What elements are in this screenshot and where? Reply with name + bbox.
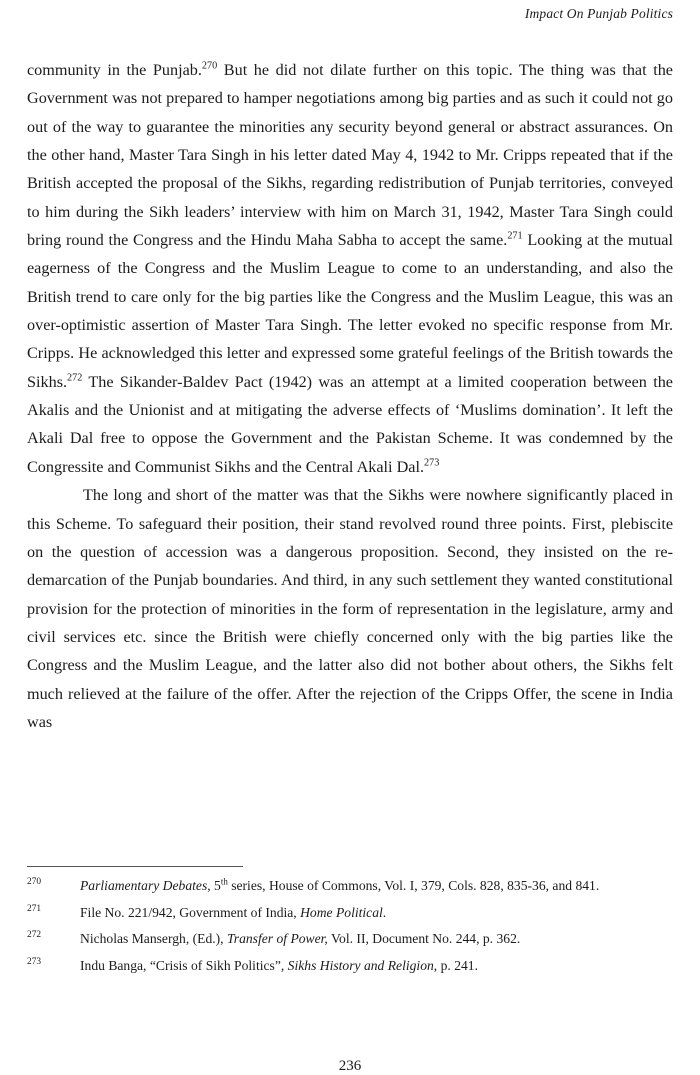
footnote-area: [27, 866, 673, 982]
footnote-reference-273[interactable]: 273: [424, 457, 440, 469]
footnote-270: [27, 876, 673, 896]
footnote-273: [27, 956, 673, 976]
italic-run: Sikhs History and Religion: [287, 957, 434, 973]
footnote-number-272: 272: [27, 930, 42, 940]
paragraph-1: community in the Punjab.$^{270}$ But he did not dilate further on this topic. The thing was that the Government was not prepared to hamper negotiations among big parties and as such it could not go out of the way to guarantee the minorities any security beyond general or abstract assurances. On the other hand, Master Tara Singh in his letter dated May 4, 1942 to Mr. Cripps repeated that if the British accepted the proposal of the Sikhs, regarding redistribution of Punjab territories, conveyed to him during the Sikh leaders’ interview with him on March 31, 1942, Master Tara Singh could bring round the Congress and the Hindu Maha Sabha to accept the same.$^{271}$ Looking at the mutual eagerness of the Congress and the Muslim League to come to an understanding, and also the British trend to care only for the big parties like the Congress and the Muslim League, this was an over-optimistic assertion of Master Tara Singh. The letter evoked no specific response from Mr. Cripps. He acknowledged this letter and expressed some grateful feelings of the British towards the Sikhs.$^{272}$ The Sikander-Baldev Pact (1942) was an attempt at a limited cooperation between the Akalis and the Unionist and at mitigating the adverse effects of ‘Muslims domination’. It left the Akali Dal free to oppose the Government and the Pakistan Scheme. It was condemned by the Congressite and Communist Sikhs and the Central Akali Dal.$^{273}$: [27, 60, 673, 476]
body-text-block: [27, 56, 673, 736]
italic-run: Transfer of Power,: [226, 931, 328, 946]
italic-run: Home Political: [300, 904, 383, 920]
footnote-text: Parliamentary Debates, 5th series, House of Commons, Vol. I, 379, Cols. 828, 835-36, and 841.: [80, 876, 600, 893]
footnote-271: [27, 903, 673, 923]
footnote-text: Indu Banga, “Crisis of Sikh Politics”, Sikhs History and Religion, p. 241.: [80, 957, 478, 973]
footnote-text: Nicholas Mansergh, (Ed.), Transfer of Power, Vol. II, Document No. 244, p. 362.: [80, 931, 521, 946]
italic-run: Parliamentary Debates: [80, 878, 208, 893]
footnote-text: File No. 221/942, Government of India, Home Political.: [80, 904, 387, 920]
ordinal-superscript: th: [220, 876, 228, 887]
paragraph-2: The long and short of the matter was that the Sikhs were nowhere significantly placed in this Scheme. To safeguard their position, their stand revolved round three points. First, plebiscite on the question of accession was a dangerous proposition. Second, they insisted on the re-demarcation of the Punjab boundaries. And third, in any such settlement they wanted constitutional provision for the protection of minorities in the form of representation in the legislature, army and civil services etc. since the British were chiefly concerned only with the big parties like the Congress and the Muslim League, and the latter also did not bother about others, the Sikhs felt much relieved at the failure of the offer. After the rejection of the Cripps Offer, the scene in India was: [27, 486, 673, 731]
footnote-reference-270[interactable]: 270: [201, 60, 218, 72]
page-number: 236: [338, 1058, 362, 1074]
footnote-reference-271[interactable]: 271: [507, 230, 523, 242]
running-header: Impact On Punjab Politics: [524, 6, 673, 21]
footnote-reference-272[interactable]: 272: [67, 372, 83, 384]
footnote-separator-rule: [27, 866, 243, 867]
footnote-272: [27, 929, 673, 949]
footnote-number-270: 270: [27, 877, 42, 887]
footnote-number-273: 273: [27, 956, 42, 967]
footnote-list: [27, 876, 673, 975]
footnote-number-271: 271: [27, 903, 42, 914]
